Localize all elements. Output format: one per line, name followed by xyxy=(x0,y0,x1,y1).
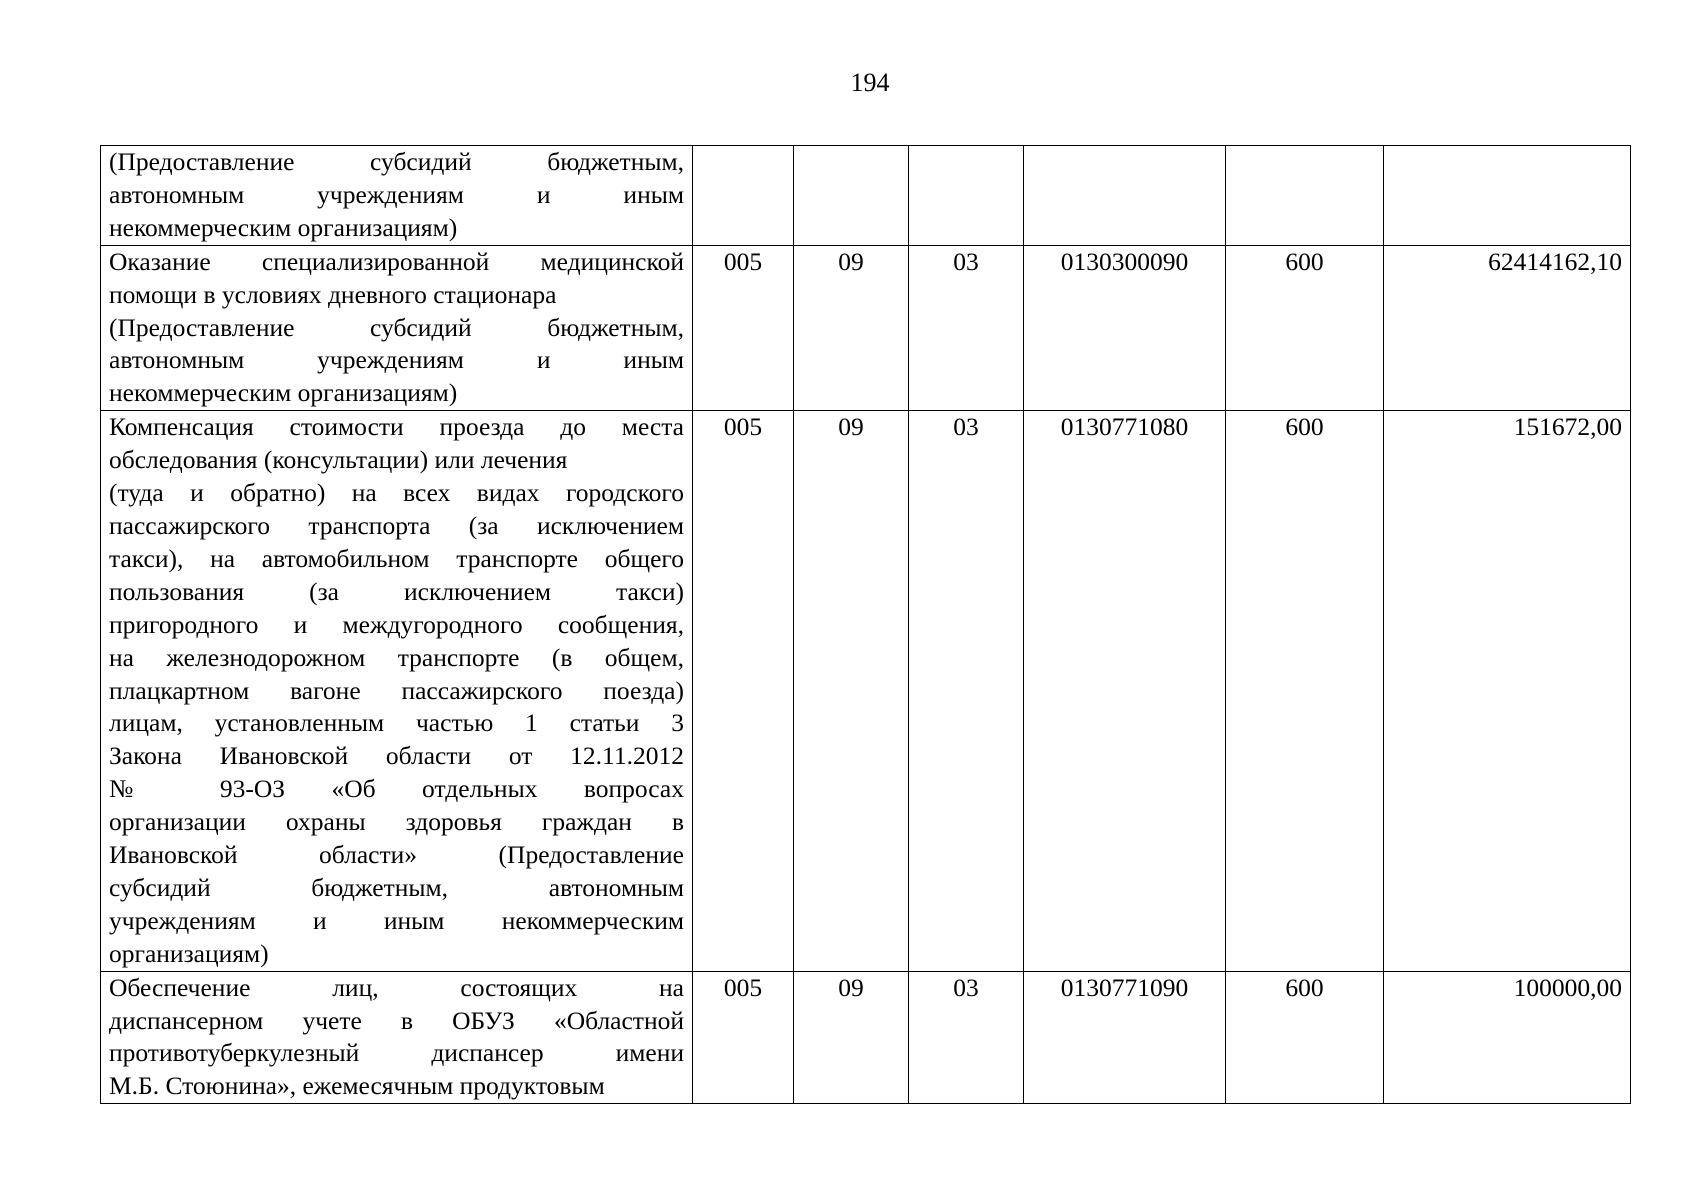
description-line: (Предоставление субсидий бюджетным, xyxy=(109,147,684,176)
table-row xyxy=(101,146,1631,246)
admin-code-cell: 005 xyxy=(693,245,794,411)
description-line: учреждениям и иным некоммерческим xyxy=(109,905,684,935)
description-line: некоммерческим организациям) xyxy=(109,378,458,408)
description-line: пассажирского транспорта (за исключением xyxy=(109,510,684,540)
description-line: Компенсация стоимости проезда до места xyxy=(109,412,684,442)
target-article-cell: 0130300090 xyxy=(1024,245,1226,411)
admin-code-cell: 005 xyxy=(693,971,794,1104)
target-article-cell xyxy=(1024,146,1226,246)
description-line: Закона Ивановской области от 12.11.2012 xyxy=(109,741,684,771)
subsection-code-cell: 03 xyxy=(909,245,1024,411)
amount-cell: 100000,00 xyxy=(1384,971,1631,1104)
description-line: Оказание специализированной медицинской xyxy=(109,246,684,276)
amount-cell xyxy=(1384,146,1631,246)
description-line: лицам, установленным частью 1 статьи 3 xyxy=(109,708,684,738)
description-line: (Предоставление субсидий бюджетным, xyxy=(109,312,684,342)
table-row xyxy=(101,245,1631,411)
description-line: диспансерном учете в ОБУЗ «Областной xyxy=(109,1005,684,1035)
amount-cell: 151672,00 xyxy=(1384,411,1631,971)
table-row xyxy=(101,411,1631,971)
description-line: субсидий бюджетным, автономным xyxy=(109,872,684,902)
target-article-cell: 0130771090 xyxy=(1024,971,1226,1104)
section-code-cell: 09 xyxy=(794,245,909,411)
section-code-cell: 09 xyxy=(794,411,909,971)
description-cell xyxy=(101,146,693,246)
description-line: организациям) xyxy=(109,938,269,968)
description-line: плацкартном вагоне пассажирского поезда) xyxy=(109,675,684,705)
description-line: противотуберкулезный диспансер имени xyxy=(109,1038,684,1068)
description-line: обследования (консультации) или лечения xyxy=(109,445,568,475)
target-article-cell: 0130771080 xyxy=(1024,411,1226,971)
description-line: пригородного и междугородного сообщения, xyxy=(109,609,684,639)
description-line: такси), на автомобильном транспорте общего xyxy=(109,543,684,573)
description-line: некоммерческим организациям) xyxy=(109,212,458,242)
description-line: М.Б. Стоюнина», ежемесячным продуктовым xyxy=(109,1071,605,1101)
subsection-code-cell xyxy=(909,146,1024,246)
description-cell xyxy=(101,971,693,1104)
budget-table xyxy=(100,145,1631,1104)
amount-cell: 62414162,10 xyxy=(1384,245,1631,411)
expense-type-cell: 600 xyxy=(1226,971,1384,1104)
expense-type-cell: 600 xyxy=(1226,245,1384,411)
description-line: на железнодорожном транспорте (в общем, xyxy=(109,642,684,672)
admin-code-cell: 005 xyxy=(693,411,794,971)
expense-type-cell xyxy=(1226,146,1384,246)
description-cell xyxy=(101,411,693,971)
admin-code-cell xyxy=(693,146,794,246)
description-line: № 93-ОЗ «Об отдельных вопросах xyxy=(109,774,684,804)
description-line: автономным учреждениям и иным xyxy=(109,345,684,375)
subsection-code-cell: 03 xyxy=(909,411,1024,971)
section-code-cell: 09 xyxy=(794,971,909,1104)
description-line: пользования (за исключением такси) xyxy=(109,576,684,606)
description-cell xyxy=(101,245,693,411)
description-line: автономным учреждениям и иным xyxy=(109,179,684,209)
expense-type-cell: 600 xyxy=(1226,411,1384,971)
description-line: (туда и обратно) на всех видах городского xyxy=(109,478,684,508)
description-line: Ивановской области» (Предоставление xyxy=(109,840,684,870)
description-line: помощи в условиях дневного стационара xyxy=(109,279,557,309)
subsection-code-cell: 03 xyxy=(909,971,1024,1104)
page-number: 194 xyxy=(850,68,890,97)
table-row xyxy=(101,971,1631,1104)
description-line: организации охраны здоровья граждан в xyxy=(109,807,684,837)
description-line: Обеспечение лиц, состоящих на xyxy=(109,972,684,1002)
section-code-cell xyxy=(794,146,909,246)
